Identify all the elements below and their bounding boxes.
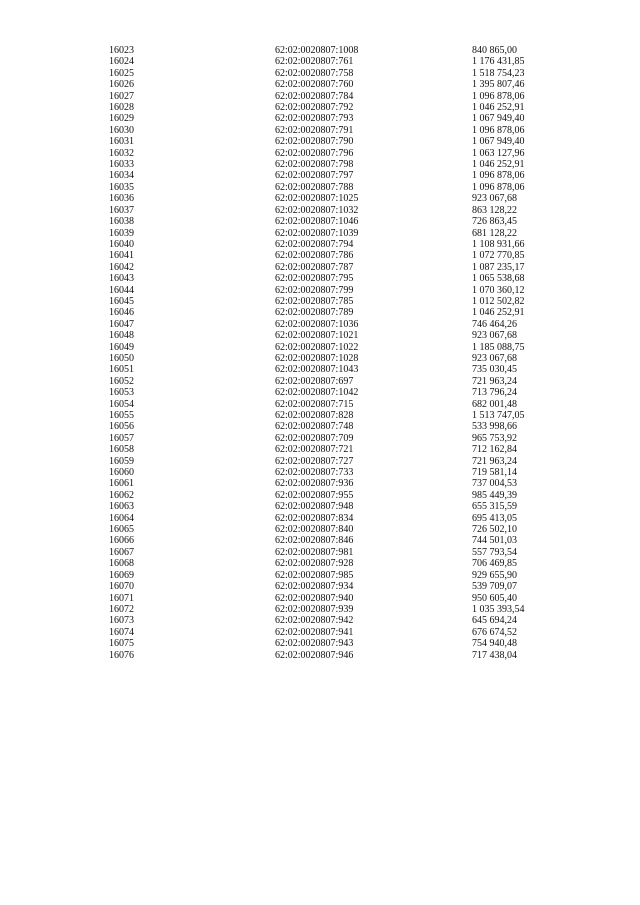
table-row — [109, 79, 572, 90]
cadastral-number: 62:02:0020807:795 — [275, 273, 354, 285]
row-number: 16068 — [109, 558, 134, 570]
cadastral-value: 539 709,07 — [472, 581, 517, 593]
table-row — [109, 581, 572, 592]
cadastral-value: 746 464,26 — [472, 318, 517, 330]
cadastral-number: 62:02:0020807:1036 — [275, 318, 359, 330]
row-number: 16051 — [109, 364, 134, 376]
row-number: 16064 — [109, 512, 134, 524]
cadastral-value: 1 067 949,40 — [472, 113, 525, 125]
table-row — [109, 205, 572, 216]
cadastral-value: 1 096 878,06 — [472, 170, 525, 182]
cadastral-value: 923 067,68 — [472, 352, 517, 364]
row-number: 16035 — [109, 181, 134, 193]
row-number: 16053 — [109, 387, 134, 399]
table-row — [109, 45, 572, 56]
table-row — [109, 182, 572, 193]
cadastral-number: 62:02:0020807:733 — [275, 467, 354, 479]
table-row — [109, 228, 572, 239]
cadastral-value: 681 128,22 — [472, 227, 517, 239]
cadastral-value: 744 501,03 — [472, 535, 517, 547]
row-number: 16055 — [109, 410, 134, 421]
row-number: 16049 — [109, 341, 134, 353]
cadastral-value: 1 046 252,91 — [472, 159, 525, 171]
cadastral-value: 1 395 807,46 — [472, 79, 525, 91]
table-row — [109, 513, 572, 524]
cadastral-value: 1 176 431,85 — [472, 56, 525, 68]
table-row — [109, 410, 572, 421]
cadastral-value: 712 162,84 — [472, 444, 517, 456]
table-row — [109, 296, 572, 307]
cadastral-number: 62:02:0020807:846 — [275, 535, 354, 547]
cadastral-value: 1 096 878,06 — [472, 181, 525, 193]
cadastral-value: 1 035 393,54 — [472, 603, 525, 615]
cadastral-number: 62:02:0020807:1042 — [275, 387, 359, 399]
table-row — [109, 535, 572, 546]
cadastral-value: 719 581,14 — [472, 467, 517, 479]
cadastral-value: 985 449,39 — [472, 489, 517, 501]
cadastral-number: 62:02:0020807:940 — [275, 592, 354, 604]
cadastral-value: 726 502,10 — [472, 524, 517, 536]
row-number: 16067 — [109, 546, 134, 558]
cadastral-number: 62:02:0020807:941 — [275, 626, 354, 638]
cadastral-value: 721 963,24 — [472, 375, 517, 387]
row-number: 16024 — [109, 56, 134, 68]
row-number: 16036 — [109, 193, 134, 205]
table-row — [109, 250, 572, 261]
cadastral-value: 645 694,24 — [472, 615, 517, 627]
row-number: 16047 — [109, 318, 134, 330]
row-number: 16046 — [109, 307, 134, 319]
cadastral-number: 62:02:0020807:793 — [275, 113, 354, 125]
cadastral-value: 737 004,53 — [472, 478, 517, 490]
row-number: 16037 — [109, 204, 134, 216]
cadastral-number: 62:02:0020807:948 — [275, 501, 354, 513]
table-row — [109, 170, 572, 181]
row-number: 16056 — [109, 421, 134, 433]
row-number: 16072 — [109, 603, 134, 615]
table-row — [109, 102, 572, 113]
row-number: 16039 — [109, 227, 134, 239]
row-number: 16040 — [109, 238, 134, 250]
cadastral-value: 721 963,24 — [472, 455, 517, 467]
row-number: 16045 — [109, 295, 134, 307]
row-number: 16026 — [109, 79, 134, 91]
cadastral-value: 1 065 538,68 — [472, 273, 525, 285]
cadastral-number: 62:02:0020807:1025 — [275, 193, 359, 205]
cadastral-number: 62:02:0020807:784 — [275, 90, 354, 102]
row-number: 16038 — [109, 216, 134, 228]
table-row — [109, 307, 572, 318]
row-number: 16059 — [109, 455, 134, 467]
table-row — [109, 56, 572, 67]
cadastral-value: 1 185 088,75 — [472, 341, 525, 353]
cadastral-number: 62:02:0020807:799 — [275, 284, 354, 296]
table-row — [109, 490, 572, 501]
row-number: 16033 — [109, 159, 134, 171]
cadastral-number: 62:02:0020807:946 — [275, 649, 354, 661]
cadastral-value: 1 063 127,96 — [472, 147, 525, 159]
row-number: 16061 — [109, 478, 134, 490]
cadastral-value: 840 865,00 — [472, 45, 517, 56]
table-row — [109, 604, 572, 615]
cadastral-number: 62:02:0020807:790 — [275, 136, 354, 148]
cadastral-number: 62:02:0020807:1039 — [275, 227, 359, 239]
table-row — [109, 593, 572, 604]
cadastral-value: 1 070 360,12 — [472, 284, 525, 296]
cadastral-value: 717 438,04 — [472, 649, 517, 661]
table-row — [109, 456, 572, 467]
cadastral-number: 62:02:0020807:785 — [275, 295, 354, 307]
cadastral-value: 1 072 770,85 — [472, 250, 525, 262]
table-row — [109, 91, 572, 102]
row-number: 16070 — [109, 581, 134, 593]
row-number: 16052 — [109, 375, 134, 387]
row-number: 16048 — [109, 330, 134, 342]
table-row — [109, 68, 572, 79]
cadastral-value: 1 012 502,82 — [472, 295, 525, 307]
table-row — [109, 159, 572, 170]
table-row — [109, 285, 572, 296]
cadastral-value: 863 128,22 — [472, 204, 517, 216]
cadastral-value: 557 793,54 — [472, 546, 517, 558]
cadastral-value: 726 863,45 — [472, 216, 517, 228]
cadastral-value: 735 030,45 — [472, 364, 517, 376]
cadastral-number: 62:02:0020807:709 — [275, 432, 354, 444]
table-row — [109, 524, 572, 535]
table-row — [109, 319, 572, 330]
table-row — [109, 125, 572, 136]
table-row — [109, 216, 572, 227]
cadastral-number: 62:02:0020807:1021 — [275, 330, 359, 342]
cadastral-number: 62:02:0020807:1008 — [275, 45, 359, 56]
cadastral-number: 62:02:0020807:1022 — [275, 341, 359, 353]
row-number: 16044 — [109, 284, 134, 296]
cadastral-number: 62:02:0020807:928 — [275, 558, 354, 570]
row-number: 16073 — [109, 615, 134, 627]
row-number: 16066 — [109, 535, 134, 547]
table-row — [109, 399, 572, 410]
cadastral-number: 62:02:0020807:786 — [275, 250, 354, 262]
row-number: 16074 — [109, 626, 134, 638]
row-number: 16071 — [109, 592, 134, 604]
cadastral-value: 950 605,40 — [472, 592, 517, 604]
cadastral-number: 62:02:0020807:942 — [275, 615, 354, 627]
cadastral-value: 754 940,48 — [472, 638, 517, 650]
row-number: 16041 — [109, 250, 134, 262]
cadastral-number: 62:02:0020807:985 — [275, 569, 354, 581]
row-number: 16023 — [109, 45, 134, 56]
cadastral-number: 62:02:0020807:934 — [275, 581, 354, 593]
table-row — [109, 136, 572, 147]
cadastral-number: 62:02:0020807:1028 — [275, 352, 359, 364]
table-row — [109, 364, 572, 375]
row-number: 16065 — [109, 524, 134, 536]
cadastral-value: 1 096 878,06 — [472, 124, 525, 136]
row-number: 16042 — [109, 261, 134, 273]
table-body — [109, 45, 572, 661]
cadastral-number: 62:02:0020807:791 — [275, 124, 354, 136]
cadastral-value: 682 001,48 — [472, 398, 517, 410]
row-number: 16062 — [109, 489, 134, 501]
cadastral-number: 62:02:0020807:748 — [275, 421, 354, 433]
cadastral-value: 965 753,92 — [472, 432, 517, 444]
cadastral-value: 706 469,85 — [472, 558, 517, 570]
table-row — [109, 650, 572, 661]
cadastral-value: 713 796,24 — [472, 387, 517, 399]
cadastral-number: 62:02:0020807:727 — [275, 455, 354, 467]
cadastral-number: 62:02:0020807:797 — [275, 170, 354, 182]
table-row — [109, 113, 572, 124]
cadastral-value: 1 518 754,23 — [472, 67, 525, 79]
cadastral-number: 62:02:0020807:787 — [275, 261, 354, 273]
table-row — [109, 547, 572, 558]
table-row — [109, 239, 572, 250]
row-number: 16069 — [109, 569, 134, 581]
table-row — [109, 387, 572, 398]
row-number: 16031 — [109, 136, 134, 148]
cadastral-number: 62:02:0020807:761 — [275, 56, 354, 68]
row-number: 16050 — [109, 352, 134, 364]
table-row — [109, 342, 572, 353]
cadastral-value: 1 046 252,91 — [472, 102, 525, 114]
row-number: 16058 — [109, 444, 134, 456]
row-number: 16030 — [109, 124, 134, 136]
row-number: 16032 — [109, 147, 134, 159]
cadastral-number: 62:02:0020807:981 — [275, 546, 354, 558]
table-row — [109, 478, 572, 489]
table-row — [109, 148, 572, 159]
cadastral-number: 62:02:0020807:834 — [275, 512, 354, 524]
cadastral-number: 62:02:0020807:792 — [275, 102, 354, 114]
table-row — [109, 627, 572, 638]
table-row — [109, 193, 572, 204]
row-number: 16054 — [109, 398, 134, 410]
cadastral-value: 695 413,05 — [472, 512, 517, 524]
table-row — [109, 421, 572, 432]
cadastral-value: 923 067,68 — [472, 193, 517, 205]
cadastral-value: 655 315,59 — [472, 501, 517, 513]
cadastral-number: 62:02:0020807:828 — [275, 410, 354, 421]
cadastral-value-table — [109, 45, 572, 661]
cadastral-value: 676 674,52 — [472, 626, 517, 638]
row-number: 16076 — [109, 649, 134, 661]
row-number: 16028 — [109, 102, 134, 114]
table-row — [109, 444, 572, 455]
table-row — [109, 558, 572, 569]
cadastral-number: 62:02:0020807:760 — [275, 79, 354, 91]
cadastral-number: 62:02:0020807:840 — [275, 524, 354, 536]
cadastral-value: 1 108 931,66 — [472, 238, 525, 250]
cadastral-value: 1 067 949,40 — [472, 136, 525, 148]
cadastral-value: 1 513 747,05 — [472, 410, 525, 421]
row-number: 16034 — [109, 170, 134, 182]
table-row — [109, 501, 572, 512]
cadastral-number: 62:02:0020807:1032 — [275, 204, 359, 216]
table-row — [109, 638, 572, 649]
table-row — [109, 433, 572, 444]
table-row — [109, 330, 572, 341]
cadastral-number: 62:02:0020807:943 — [275, 638, 354, 650]
cadastral-number: 62:02:0020807:721 — [275, 444, 354, 456]
row-number: 16060 — [109, 467, 134, 479]
table-row — [109, 273, 572, 284]
cadastral-number: 62:02:0020807:789 — [275, 307, 354, 319]
row-number: 16029 — [109, 113, 134, 125]
table-row — [109, 615, 572, 626]
cadastral-number: 62:02:0020807:939 — [275, 603, 354, 615]
row-number: 16063 — [109, 501, 134, 513]
row-number: 16075 — [109, 638, 134, 650]
table-row — [109, 262, 572, 273]
cadastral-value: 929 655,90 — [472, 569, 517, 581]
cadastral-number: 62:02:0020807:1046 — [275, 216, 359, 228]
cadastral-value: 923 067,68 — [472, 330, 517, 342]
cadastral-value: 1 087 235,17 — [472, 261, 525, 273]
table-row — [109, 467, 572, 478]
table-row — [109, 353, 572, 364]
row-number: 16027 — [109, 90, 134, 102]
cadastral-number: 62:02:0020807:796 — [275, 147, 354, 159]
table-row — [109, 570, 572, 581]
table-row — [109, 376, 572, 387]
cadastral-number: 62:02:0020807:758 — [275, 67, 354, 79]
row-number: 16043 — [109, 273, 134, 285]
cadastral-number: 62:02:0020807:697 — [275, 375, 354, 387]
cadastral-value: 533 998,66 — [472, 421, 517, 433]
cadastral-number: 62:02:0020807:955 — [275, 489, 354, 501]
cadastral-value: 1 096 878,06 — [472, 90, 525, 102]
cadastral-number: 62:02:0020807:936 — [275, 478, 354, 490]
cadastral-number: 62:02:0020807:788 — [275, 181, 354, 193]
row-number: 16025 — [109, 67, 134, 79]
cadastral-number: 62:02:0020807:715 — [275, 398, 354, 410]
cadastral-number: 62:02:0020807:798 — [275, 159, 354, 171]
cadastral-value: 1 046 252,91 — [472, 307, 525, 319]
cadastral-number: 62:02:0020807:794 — [275, 238, 354, 250]
row-number: 16057 — [109, 432, 134, 444]
cadastral-number: 62:02:0020807:1043 — [275, 364, 359, 376]
